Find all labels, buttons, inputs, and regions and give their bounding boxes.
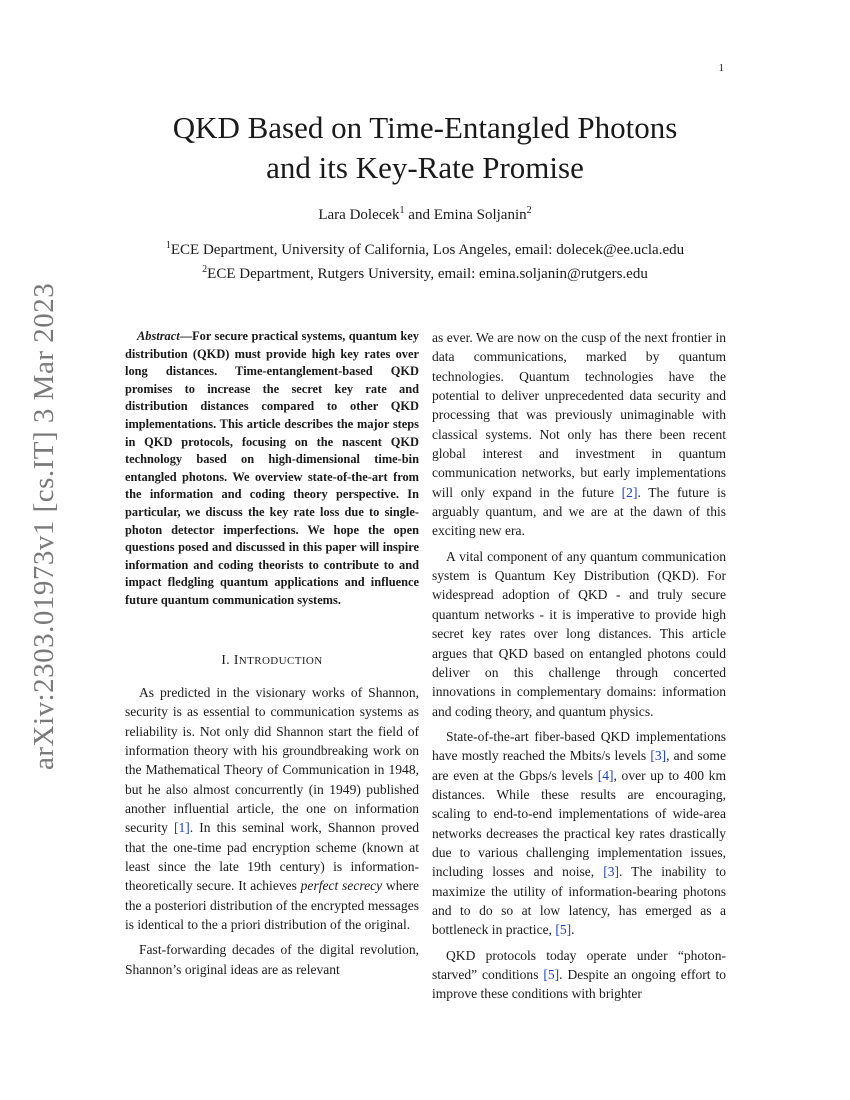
citation-link[interactable]: [2]	[621, 484, 638, 500]
author-superscript: 2	[526, 205, 532, 216]
author-name: Lara Dolecek	[318, 207, 400, 223]
page-number: 1	[718, 62, 724, 74]
paragraph-text: QKD protocols today operate under “photon-starved” conditions	[432, 947, 726, 982]
affiliation-superscript: 2	[202, 264, 208, 275]
section-numeral: I.	[221, 651, 234, 667]
body-paragraph	[432, 328, 726, 541]
affiliation-text: ECE Department, University of California, Los Angeles, email: dolecek@ee.ucla.edu	[170, 242, 685, 258]
author-conjunction: and	[404, 207, 434, 223]
body-paragraph: A vital component of any quantum communication system is Quantum Key Distribution (QKD). For widespread adoption of QKD - and truly secure quantum networks - it is imperative to provide high secret key rates over long distances. This article argues that QKD based on entangled photons could deliver on this challenge through concerted innovations in complementary domains: information and coding theory, and quantum physics.	[432, 548, 726, 719]
abstract-text: For secure practical systems, quantum key distribution (QKD) must provide high key rates over long distances. Time-entanglement-based QKD promises to increase the secret key rate and distribution distances compared to other QKD implementations. This article describes the major steps in QKD protocols, focusing on the nascent QKD technology based on high-dimensional time-bin entangled photons. We overview state-of-the-art from the information and coding theory perspective. In particular, we discuss the key rate loss due to single-photon detector imperfections. We hope the open questions posed and discussed in this paper will inspire information and coding theorists to contribute to and impact fledgling quantum applications and influence future quantum communication systems.	[125, 329, 419, 607]
paragraph-text: . Despite an ongoing effort to improve these conditions with brighter	[432, 967, 726, 1002]
affiliation-line	[0, 236, 850, 260]
paragraph-text: , over up to 400 km distances. While these results are encouraging, scaling to end-to-end implementations of wide-area networks decreases the practical key rates drastically due to various challenging implementation issues, including losses and noise,	[432, 767, 726, 880]
body-paragraph: Fast-forwarding decades of the digital revolution, Shannon’s original ideas are as relevant	[125, 942, 419, 977]
paragraph-text: . In this seminal work, Shannon proved that the one-time pad encryption scheme (known at least since the late 19th century) is information-theoretically secure. It achieves	[125, 820, 419, 894]
paragraph-text: As predicted in the visionary works of Shannon, security is as essential to communication systems as reliability is. Not only did Shannon start the field of information theory with his groundbreaking work on the Mathematical Theory of Communication in 1948, but he also almost concurrently (in 1949) published another influential article, the one on information security	[125, 684, 419, 836]
title-line-2: and its Key-Rate Promise	[266, 150, 584, 185]
left-column	[125, 328, 419, 985]
paragraph-text: . The future is arguably quantum, and we are at the dawn of this exciting new era.	[432, 484, 727, 539]
abstract-dash: —	[179, 329, 193, 343]
abstract-label: Abstract	[137, 329, 180, 343]
section-heading-introduction	[125, 650, 419, 671]
author-list	[0, 205, 850, 224]
affiliations	[0, 236, 850, 284]
paragraph-text: where the a posteriori distribution of the encrypted messages is identical to the a priori distribution of the original.	[125, 878, 419, 932]
right-column	[432, 328, 726, 1010]
section-title-rest: NTRODUCTION	[238, 654, 323, 667]
abstract	[125, 328, 419, 610]
author-name: Emina Soljanin	[433, 207, 527, 223]
citation-link[interactable]: [1]	[173, 820, 190, 836]
title-line-1: QKD Based on Time-Entangled Photons	[172, 110, 678, 145]
body-paragraph	[125, 683, 419, 934]
body-paragraph	[432, 727, 726, 940]
paragraph-text: , and some are even at the Gbps/s levels	[432, 748, 726, 783]
affiliation-line	[0, 260, 850, 284]
citation-link[interactable]: [3]	[603, 864, 619, 880]
citation-link[interactable]: [5]	[555, 922, 572, 938]
paragraph-text: as ever. We are now on the cusp of the next frontier in data communications, marked by quantum technologies. Quantum technologies have the potential to deliver unprecedented data security and processing that was previously unimaginable with classical systems. Not only has there been recent global interest and investment in quantum communication networks, but early implementations will only expand in the future	[432, 330, 726, 500]
author-superscript: 1	[399, 205, 405, 216]
arxiv-stamp: arXiv:2303.01973v1 [cs.IT] 3 Mar 2023	[28, 282, 60, 770]
paragraph-text: State-of-the-art fiber-based QKD implementations have mostly reached the Mbits/s levels	[432, 728, 726, 764]
citation-link[interactable]: [4]	[597, 767, 614, 783]
emphasis-text: perfect secrecy	[300, 878, 383, 894]
section-title-initial: I	[233, 651, 239, 667]
citation-link[interactable]: [5]	[543, 967, 560, 982]
paragraph-text: .	[571, 922, 575, 938]
affiliation-superscript: 1	[165, 240, 171, 251]
affiliation-text: ECE Department, Rutgers University, email: emina.soljanin@rutgers.edu	[207, 266, 648, 282]
citation-link[interactable]: [3]	[650, 748, 667, 764]
body-paragraph	[432, 946, 726, 1004]
paper-title	[0, 108, 850, 188]
paragraph-text: . The inability to maximize the utility of information-bearing photons and to do so at low latency, has emerged as a bottleneck in practice,	[432, 864, 726, 938]
